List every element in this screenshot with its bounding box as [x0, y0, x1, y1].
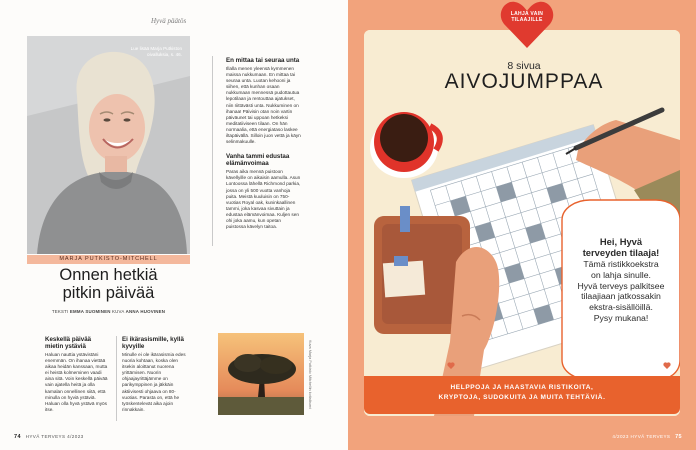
bubble-body-line-3: Hyvä terveys palkitsee	[577, 280, 665, 291]
teaser-title: AIVOJUMPPAA	[444, 70, 604, 93]
headline-line-2: pitkin päivää	[62, 284, 155, 302]
bottom-bar-line-1: HELPPOJA JA HAASTAVIA RISTIKOITA,	[450, 384, 594, 391]
footer-page-number: 74	[14, 434, 21, 440]
teaser-bottom-bar	[364, 376, 680, 414]
heart-icon	[498, 0, 556, 50]
section-label: Hyvä päätös	[151, 17, 187, 25]
column-sleep-title: En mittaa tai seuraa unta	[226, 57, 300, 64]
footer-right	[612, 434, 682, 440]
gift-badge-line-2: TILAAJILLE	[511, 17, 543, 23]
column-oak-text: Paras aika mennä puistoon kävellyille on aikaisin aamulla. Asun Lontoossa lähellä Richmond parkia, jossa on yli 500 vuotta vanhoja puita. Meistä kuuluisin on 750-vuotias Royal oak, kuninkaallinen tammi, joka kasvaa sivuttain ja edustaa elämänvoimaa. Kuljen sen ohi joka aamu, kun opetan puistossa kävelyn taitoa.	[226, 169, 301, 230]
gift-badge-line-1: LAHJA VAIN	[510, 11, 544, 17]
article-kicker: MARJA PUTKISTO-MITCHELL	[27, 255, 190, 264]
column-sleep	[226, 57, 302, 230]
portrait-photo	[27, 36, 190, 254]
speech-bubble-text	[560, 236, 682, 324]
bubble-body-line-4: tilaajiaan jatkossakin	[581, 291, 661, 302]
headline-line-1: Onnen hetkiä	[59, 266, 158, 284]
footer-magazine: 4/2023 HYVÄ TERVEYS	[612, 434, 671, 439]
column-divider	[212, 56, 213, 246]
bubble-heading-line-1: Hei, Hyvä	[599, 236, 643, 247]
footer-magazine: HYVÄ TERVEYS 4/2023	[25, 434, 84, 439]
column-divider	[116, 336, 117, 421]
byline-text-label: TEKSTI	[51, 309, 69, 314]
byline-photographer: ANNA HUOVINEN	[125, 309, 166, 314]
bottom-bar-line-2: KRYPTOJA, SUDOKUITA JA MUITA TEHTÄVIÄ.	[438, 394, 606, 401]
column-friends-text: Haluan nauttia ystävistäni enemmän. On ihanaa viettää aikaa heidän kanssaan, mutta ei heistä kolmeminen vaadi aina sitä. Voin keskellä päivää vain ajatella heitä ja olla kamalan onnellinen siitä, että minulla on hyviä ystäviä. Haluan olla hyvä ystävä myös itse.	[45, 352, 108, 412]
oak-tree-photo	[218, 333, 304, 415]
byline-photo-label: KUVA	[112, 309, 125, 314]
teaser-page-count: 8 sivua	[507, 60, 541, 72]
footer-left	[14, 434, 84, 440]
column-age	[122, 336, 188, 413]
byline-author: EMMA SUOMINEN	[69, 309, 111, 314]
bubble-heading-line-2: terveyden tilaaja!	[582, 247, 660, 258]
column-age-title: Ei ikärasismille, kyllä kyvyille	[122, 336, 184, 350]
bubble-body-line-2: on lahja sinulle.	[591, 269, 651, 280]
bubble-body-line-5: ekstra-sisällöillä.	[589, 302, 653, 313]
column-age-text: Minulle ei ole ikärasismia edes nuoria kohtaan, koska olen itsekin aloittanut nuorena yrittämisen. Nuorin ohjaajayrittäjämme on parikymppinen ja jäkkäin aktiivisesti ohjaava on 80-vuotias. Parasta on, että he työskentelevät aika ajoin rinnakkain.	[122, 352, 186, 412]
bubble-body-line-1: Tämä ristikkoekstra	[583, 259, 659, 269]
column-sleep-text: Illalla menen yleensä kymmenen maissa nukkumaan. En mittaa tai seuraa unta. Luotan kehooni ja siihen, että kunhan osaan nukkumaan mennessä pudottautua lepotilaan ja rentouttaa ajatukset, niin riittävästi unta. Nukkuminen on ihanaa! Päivisin otan noin vartin päiväunet tai uppoan hetkeksi meditatiiviseen tilaan. On hän normaalia, että energiataso laskee iltapäivällä. Silloin juon vettä ja käyn selinmakuulle.	[226, 66, 301, 145]
column-oak-title: Vanha tammi edustaa elämänvoimaa	[226, 153, 290, 168]
photo-credit: Kuva Marja Putkisto Mitchellin kotialbumi	[308, 340, 312, 409]
column-friends-title: Keskellä päivää mietin ystäviä	[45, 336, 92, 350]
footer-page-number: 75	[675, 434, 682, 440]
bubble-body-line-6: Pysy mukana!	[593, 312, 649, 323]
gift-badge-text	[498, 11, 556, 23]
byline	[27, 309, 190, 314]
column-friends	[45, 336, 111, 413]
portrait-caption: Lue lisää Marja Putkiston oivalluksia, s. 46.	[130, 46, 182, 57]
gift-badge	[498, 0, 556, 50]
article-headline	[27, 266, 190, 302]
